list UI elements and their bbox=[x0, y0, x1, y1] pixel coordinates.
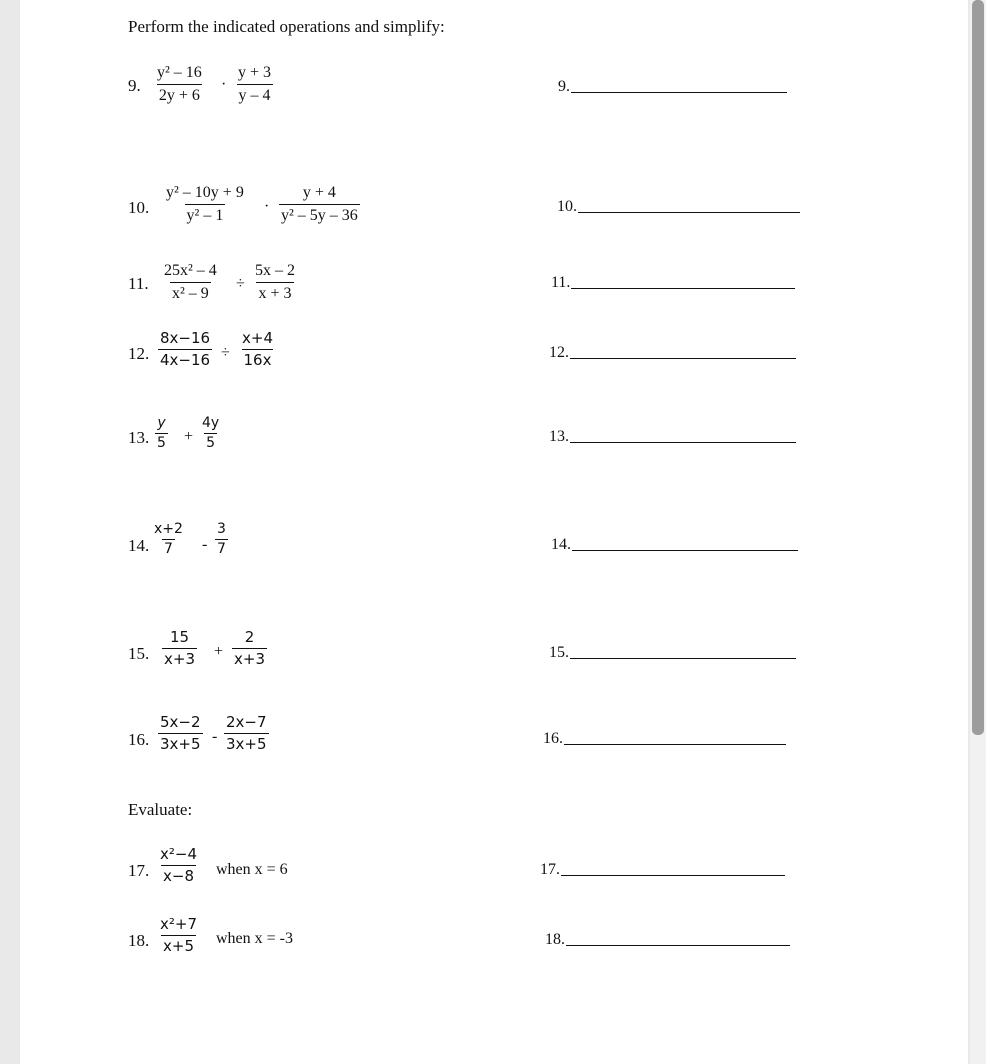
answer-label: 13. bbox=[549, 428, 569, 445]
problem-12-operator: ÷ bbox=[221, 344, 230, 361]
problem-11-fraction-2 bbox=[253, 262, 297, 302]
problem-16-operator: - bbox=[212, 728, 218, 745]
problem-13-answer-blank[interactable] bbox=[549, 428, 796, 446]
problem-16-label: 16. bbox=[128, 730, 150, 749]
answer-line bbox=[572, 549, 798, 551]
answer-label: 10. bbox=[557, 198, 577, 215]
problem-11-operator: ÷ bbox=[236, 275, 245, 292]
answer-line bbox=[571, 91, 787, 93]
problem-13-operator: + bbox=[184, 428, 194, 445]
answer-line bbox=[571, 287, 795, 289]
numerator: x²+7 bbox=[160, 915, 198, 933]
answer-line bbox=[561, 874, 785, 876]
problem-17-answer-blank[interactable] bbox=[540, 861, 785, 879]
problem-9-label: 9. bbox=[128, 76, 141, 95]
problem-16-fraction-2 bbox=[224, 714, 269, 752]
numerator: 8x−16 bbox=[160, 329, 211, 347]
numerator: 5x – 2 bbox=[255, 262, 295, 279]
problem-9-fraction-2 bbox=[236, 64, 273, 104]
problem-15-fraction-1 bbox=[162, 629, 197, 667]
answer-label: 9. bbox=[558, 78, 570, 95]
denominator: x + 3 bbox=[256, 282, 293, 303]
problem-14-fraction-1 bbox=[152, 522, 185, 558]
answer-label: 12. bbox=[549, 344, 569, 361]
denominator: x−8 bbox=[163, 866, 194, 885]
problem-11-fraction-1 bbox=[162, 262, 219, 302]
problem-10-answer-blank[interactable] bbox=[557, 198, 800, 216]
numerator: y bbox=[157, 415, 166, 431]
answer-line bbox=[578, 211, 800, 213]
problem-13-fraction-2 bbox=[200, 416, 221, 452]
denominator: 4x−16 bbox=[160, 350, 211, 369]
numerator: 2x−7 bbox=[226, 713, 267, 731]
answer-label: 18. bbox=[545, 931, 565, 948]
problem-9-answer-blank[interactable] bbox=[558, 78, 787, 96]
denominator: y² – 1 bbox=[185, 204, 226, 225]
problem-17-fraction bbox=[158, 846, 199, 884]
problem-18-condition: when x = -3 bbox=[216, 930, 294, 947]
denominator: 7 bbox=[164, 541, 173, 558]
answer-label: 11. bbox=[551, 274, 571, 291]
denominator: x² – 9 bbox=[170, 282, 211, 303]
problem-9-fraction-1 bbox=[155, 64, 204, 104]
problem-12-answer-blank[interactable] bbox=[549, 344, 796, 362]
answer-line bbox=[570, 357, 796, 359]
problem-18-fraction bbox=[158, 916, 199, 954]
problem-13-label: 13. bbox=[128, 428, 150, 447]
denominator: 3x+5 bbox=[226, 734, 267, 753]
numerator: y + 3 bbox=[238, 64, 272, 81]
numerator: y + 4 bbox=[302, 184, 336, 201]
denominator: 16x bbox=[243, 350, 272, 369]
denominator: y² – 5y – 36 bbox=[279, 204, 360, 225]
denominator: 2y + 6 bbox=[157, 84, 202, 105]
problem-16-fraction-1 bbox=[158, 714, 203, 752]
denominator: x+3 bbox=[234, 649, 265, 668]
numerator: x²−4 bbox=[160, 845, 198, 863]
problem-13-fraction-1 bbox=[155, 416, 168, 452]
problem-14-fraction-2 bbox=[215, 522, 228, 558]
numerator: 15 bbox=[169, 628, 190, 646]
numerator: y² – 16 bbox=[157, 64, 202, 81]
answer-label: 16. bbox=[543, 730, 563, 747]
problem-10-label: 10. bbox=[128, 198, 150, 217]
numerator: 5x−2 bbox=[160, 713, 201, 731]
numerator: x+4 bbox=[242, 329, 273, 347]
answer-label: 15. bbox=[549, 644, 569, 661]
problem-10-fraction-2 bbox=[279, 184, 360, 224]
problem-17-condition: when x = 6 bbox=[216, 861, 288, 878]
answer-label: 17. bbox=[540, 861, 560, 878]
numerator: y² – 10y + 9 bbox=[166, 184, 244, 201]
numerator: 25x² – 4 bbox=[164, 262, 217, 279]
denominator: 5 bbox=[206, 435, 216, 452]
problem-14-operator: - bbox=[202, 536, 208, 553]
answer-line bbox=[570, 441, 796, 443]
problem-11-answer-blank[interactable] bbox=[551, 274, 795, 292]
denominator: 7 bbox=[217, 541, 226, 558]
problem-10-operator: · bbox=[264, 198, 270, 215]
numerator: 4y bbox=[202, 415, 220, 431]
problem-15-label: 15. bbox=[128, 644, 150, 663]
denominator: y – 4 bbox=[237, 84, 273, 105]
problem-11-label: 11. bbox=[128, 274, 149, 293]
answer-line bbox=[570, 657, 796, 659]
numerator: 2 bbox=[244, 628, 255, 646]
denominator: 5 bbox=[157, 435, 166, 452]
denominator: x+3 bbox=[164, 649, 195, 668]
problem-10-fraction-1 bbox=[164, 184, 246, 224]
problem-15-fraction-2 bbox=[232, 629, 267, 667]
problem-16-answer-blank[interactable] bbox=[543, 730, 786, 748]
problem-18-label: 18. bbox=[128, 931, 150, 950]
denominator: x+5 bbox=[163, 936, 194, 955]
scrollbar-thumb[interactable] bbox=[972, 0, 984, 735]
problem-12-fraction-2 bbox=[240, 330, 275, 368]
problem-9-operator: · bbox=[221, 76, 227, 93]
problem-12-fraction-1 bbox=[158, 330, 212, 368]
answer-label: 14. bbox=[551, 536, 571, 553]
numerator: 3 bbox=[217, 521, 226, 537]
answer-line bbox=[564, 743, 786, 745]
problem-14-answer-blank[interactable] bbox=[551, 536, 798, 554]
answer-line bbox=[566, 944, 790, 946]
instructions-heading: Perform the indicated operations and simplify: bbox=[128, 17, 445, 36]
denominator: 3x+5 bbox=[160, 734, 201, 753]
problem-12-label: 12. bbox=[128, 344, 150, 363]
problem-15-answer-blank[interactable] bbox=[549, 644, 796, 662]
numerator: x+2 bbox=[154, 521, 183, 537]
problem-18-answer-blank[interactable] bbox=[545, 931, 790, 949]
problem-14-label: 14. bbox=[128, 536, 150, 555]
problem-17-label: 17. bbox=[128, 861, 150, 880]
evaluate-heading: Evaluate: bbox=[128, 800, 193, 819]
problem-15-operator: + bbox=[214, 643, 224, 660]
